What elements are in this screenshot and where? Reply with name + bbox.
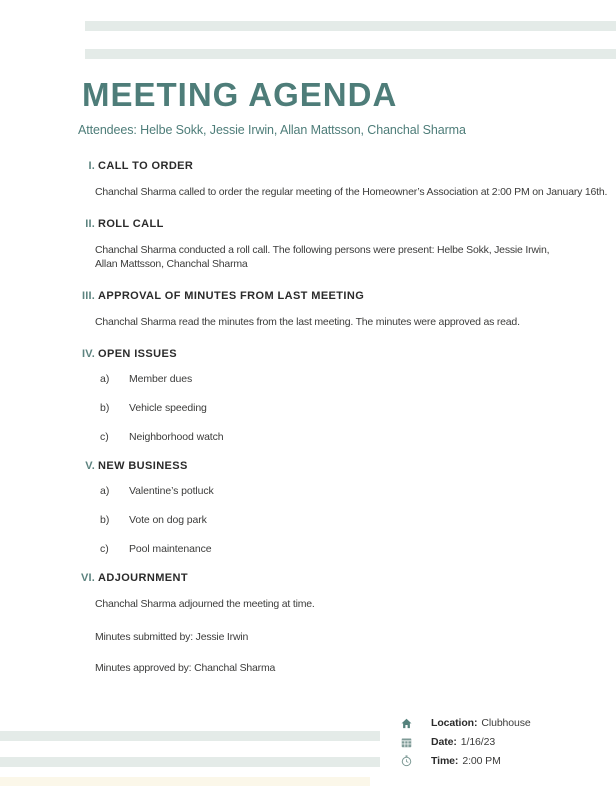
top-decor-stripe-1	[85, 21, 616, 31]
minutes-approved-line: Minutes approved by: Chanchal Sharma	[95, 662, 276, 674]
section-body: Chanchal Sharma conducted a roll call. The following persons were present: Helbe Sokk, Jessie Irwin, Allan Mattsson, Chanchal Sharma	[95, 244, 550, 270]
section-numeral: I.	[88, 160, 95, 172]
agenda-item	[100, 543, 556, 555]
section-open-issues	[78, 348, 556, 443]
item-letter: c)	[100, 543, 109, 555]
section-title: CALL TO ORDER	[98, 160, 194, 172]
meeting-details	[401, 717, 531, 767]
item-letter: a)	[100, 373, 110, 385]
bottom-decor-stripe-1	[0, 731, 380, 741]
agenda-items	[78, 373, 556, 443]
item-text: Neighborhood watch	[129, 431, 224, 443]
date-row	[401, 736, 531, 748]
agenda-item	[100, 485, 556, 497]
section-body: Chanchal Sharma called to order the regular meeting of the Homeowner’s Association at 2:00 PM on January 16th.	[95, 186, 608, 198]
section-title: ROLL CALL	[98, 218, 164, 230]
top-decor-stripe-2	[85, 49, 616, 59]
section-numeral: VI.	[80, 572, 95, 584]
time-value: 2:00 PM	[462, 755, 501, 767]
section-heading	[78, 348, 556, 360]
section-heading	[78, 460, 556, 472]
agenda-item	[100, 431, 556, 443]
home-icon	[401, 717, 412, 729]
agenda-item	[100, 514, 556, 526]
document-body	[78, 76, 608, 692]
section-title: APPROVAL OF MINUTES FROM LAST MEETING	[98, 290, 365, 302]
page-title: MEETING AGENDA	[82, 76, 398, 113]
section-roll-call	[78, 218, 556, 271]
bottom-decor-stripe-2	[0, 757, 380, 767]
location-value: Clubhouse	[481, 717, 531, 729]
section-adjournment	[78, 572, 556, 611]
item-text: Pool maintenance	[129, 543, 212, 555]
item-letter: a)	[100, 485, 110, 497]
item-text: Vote on dog park	[129, 514, 207, 526]
time-row	[401, 755, 531, 767]
item-text: Valentine’s potluck	[129, 485, 214, 497]
section-new-business	[78, 460, 556, 555]
section-call-to-order	[78, 160, 608, 199]
calendar-icon	[401, 736, 412, 748]
section-approval-of-minutes	[78, 290, 556, 329]
bottom-decor-stripe-cream	[0, 777, 370, 786]
section-title: ADJOURNMENT	[98, 572, 188, 584]
agenda-item	[100, 402, 556, 414]
date-label: Date:	[431, 736, 457, 748]
clock-icon	[401, 755, 412, 767]
section-heading	[78, 572, 556, 584]
item-text: Vehicle speeding	[129, 402, 207, 414]
time-label: Time:	[431, 755, 459, 767]
attendees-line: Attendees: Helbe Sokk, Jessie Irwin, Allan Mattsson, Chanchal Sharma	[78, 123, 466, 137]
location-row	[401, 717, 531, 729]
item-letter: c)	[100, 431, 109, 443]
location-label: Location:	[431, 717, 478, 729]
section-numeral: V.	[85, 460, 95, 472]
section-title: OPEN ISSUES	[98, 348, 177, 360]
section-heading	[78, 290, 556, 302]
section-heading	[78, 160, 556, 172]
section-numeral: II.	[85, 218, 95, 230]
item-text: Member dues	[129, 373, 193, 385]
agenda-items	[78, 485, 556, 555]
section-title: NEW BUSINESS	[98, 460, 188, 472]
agenda-item	[100, 373, 556, 385]
date-value: 1/16/23	[460, 736, 496, 748]
minutes-submitted-line: Minutes submitted by: Jessie Irwin	[95, 631, 249, 643]
item-letter: b)	[100, 514, 110, 526]
section-body: Chanchal Sharma adjourned the meeting at time.	[95, 598, 315, 610]
section-numeral: IV.	[81, 348, 95, 360]
item-letter: b)	[100, 402, 110, 414]
section-body: Chanchal Sharma read the minutes from the last meeting. The minutes were approved as read.	[95, 316, 520, 328]
section-heading	[78, 218, 556, 230]
section-numeral: III.	[81, 290, 95, 302]
